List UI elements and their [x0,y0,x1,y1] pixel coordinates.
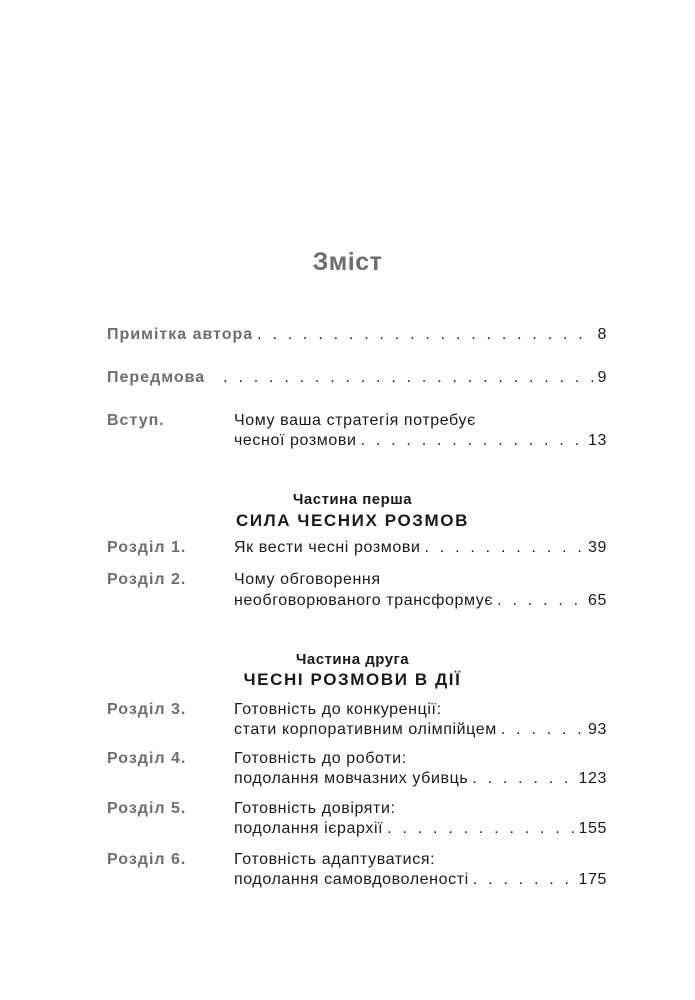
dot-leader [387,820,575,838]
toc-entry-title-line1: Готовність до конкуренції: [234,701,442,718]
toc-entry-page: 123 [578,770,607,787]
part-number: Частина друга [295,651,410,668]
toc-entry-title-text: подолання самовдоволеності [234,871,469,888]
toc-entry-label: Передмова [107,369,206,386]
toc-entry-title-line1: Готовність адаптуватися: [234,851,436,868]
dot-leader [472,770,575,788]
toc-entry-author-note[interactable] [107,326,607,350]
part-heading [0,651,695,668]
page-title: Зміст [312,248,383,276]
toc-entry-title-text: стати корпоративним олімпійцем [234,721,497,738]
part-heading [0,491,695,508]
toc-entry-title-line1: Готовність до роботи: [234,750,407,767]
toc-entry-title-line1: Чому ваша стратегія потребує [234,412,476,429]
toc-entry-title-line1: Готовність довіряти: [234,800,396,817]
dot-leader [425,539,586,557]
toc-entry-title-line2 [234,871,607,889]
toc-entry-title-text: подолання ієрархії [234,820,384,837]
toc-entry-title-line2 [234,432,607,450]
toc-entry-label: Розділ 1. [107,539,187,556]
toc-entry-label: Розділ 4. [107,750,187,767]
toc-entry-page: 155 [578,820,607,837]
part-heading [0,511,695,531]
toc-entry-title-line2 [234,770,607,788]
dot-leader [473,871,576,889]
part-number: Частина перша [292,491,413,508]
toc-entry-title-line1 [234,539,607,557]
toc-entry-label: Розділ 6. [107,851,187,868]
toc-entry-page: 65 [588,592,607,609]
toc-entry-label: Розділ 5. [107,800,187,817]
part-name: СИЛА ЧЕСНИХ РОЗМОВ [236,511,469,530]
toc-entry-page: 175 [578,871,607,888]
toc-entry-label: Розділ 3. [107,701,187,718]
toc-entry-page: 13 [588,432,607,449]
toc-entry-title-line2 [234,721,607,739]
dot-leader [501,721,585,739]
toc-entry-label: Вступ. [107,412,165,429]
toc-entry-title-line2 [234,592,607,610]
toc-entry-foreword[interactable] [107,369,607,393]
toc-entry-title-text: Як вести чесні розмови [234,539,421,556]
toc-entry-title-text: подолання мовчазних убивць [234,770,469,787]
dot-leader [257,326,594,344]
part-name: ЧЕСНІ РОЗМОВИ В ДІЇ [243,670,462,689]
toc-entry-title-text: чесної розмови [234,432,357,449]
toc-entry-title-text: необговорюваного трансформує [234,592,494,609]
toc-entry-page: 93 [588,721,607,738]
toc-entry-page: 8 [597,326,607,343]
part-heading [0,670,695,690]
dot-leader [223,369,594,387]
toc-entry-title-line2 [234,820,607,838]
toc-entry-title-line1: Чому обговорення [234,571,381,588]
toc-entry-page: 39 [588,539,607,556]
dot-leader [497,592,585,610]
toc-entry-label: Розділ 2. [107,571,187,588]
dot-leader [361,432,585,450]
toc-entry-page: 9 [597,369,607,386]
toc-entry-label: Примітка автора [107,326,254,343]
